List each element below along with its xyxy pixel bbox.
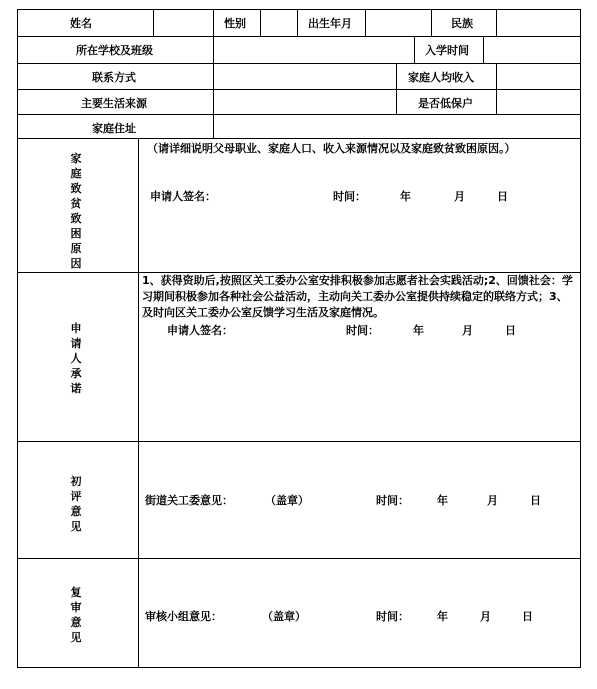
rule [17, 558, 581, 559]
name-field[interactable] [154, 10, 212, 35]
review-seal-label: （盖章） [262, 610, 306, 623]
initial-month-label: 月 [487, 494, 498, 507]
contact-field[interactable] [214, 64, 395, 88]
review-opinion-label: 审核小组意见： [145, 610, 222, 623]
rule [17, 9, 18, 668]
promise-time-label: 时间： [346, 324, 379, 337]
applicant-promise-label: 申请人承诺 [70, 322, 82, 395]
school-field[interactable] [214, 37, 413, 62]
ethnicity-field[interactable] [497, 10, 579, 35]
rule [213, 9, 214, 37]
rule [17, 667, 581, 668]
poverty-year-label: 年 [400, 190, 411, 203]
initial-review-label: 初评意见 [70, 475, 82, 533]
birth-label: 出生年月 [308, 17, 352, 30]
review-time-label: 时间： [376, 610, 409, 623]
gender-label: 性别 [224, 17, 246, 30]
school-label: 所在学校及班级 [76, 44, 153, 57]
poverty-month-label: 月 [454, 190, 465, 203]
poverty-reason-label: 家庭致贫致困原因 [70, 152, 82, 270]
income-field[interactable] [497, 64, 579, 88]
rule [414, 36, 415, 64]
promise-sign-label: 申请人签名： [167, 324, 233, 337]
contact-label: 联系方式 [92, 71, 136, 84]
address-label: 家庭住址 [92, 122, 136, 135]
initial-time-label: 时间： [376, 494, 409, 507]
initial-opinion-label: 街道关工委意见： [145, 494, 233, 507]
poverty-instruction: （请详细说明父母职业、家庭人口、收入来源情况以及家庭致贫致困原因。） [147, 142, 516, 155]
low-income-field[interactable] [497, 90, 579, 113]
income-label: 家庭人均收入 [408, 71, 474, 84]
rule [431, 9, 432, 37]
rule [580, 9, 581, 668]
poverty-sign-label: 申请人签名： [150, 190, 216, 203]
gender-field[interactable] [261, 10, 296, 35]
promise-year-label: 年 [413, 324, 424, 337]
promise-month-label: 月 [462, 324, 473, 337]
source-field[interactable] [214, 90, 395, 113]
low-income-label: 是否低保户 [418, 97, 473, 110]
promise-day-label: 日 [505, 324, 516, 337]
poverty-time-label: 时间： [333, 190, 366, 203]
birth-field[interactable] [366, 10, 430, 35]
source-label: 主要生活来源 [81, 97, 147, 110]
rule [17, 138, 581, 139]
final-review-label: 复审意见 [70, 586, 82, 644]
initial-day-label: 日 [530, 494, 541, 507]
rule [297, 9, 298, 37]
review-year-label: 年 [437, 610, 448, 623]
rule [17, 441, 581, 442]
promise-text: 1、获得资助后,按照区关工委办公室安排积极参加志愿者社会实践活动;2、回馈社会：学习期间积极参加各种社会公益活动，主动向关工委办公室提供持续稳定的联络方式；3、及时向区关工委办公室反馈学习生活及家庭情况。 [142, 274, 573, 319]
name-label: 姓名 [70, 17, 92, 30]
initial-seal-label: （盖章） [265, 494, 309, 507]
rule [396, 63, 397, 115]
poverty-reason-field[interactable] [140, 160, 578, 180]
address-field[interactable] [214, 115, 579, 137]
rule [138, 138, 139, 668]
enroll-label: 入学时间 [425, 44, 469, 57]
initial-year-label: 年 [437, 494, 448, 507]
poverty-day-label: 日 [497, 190, 508, 203]
review-day-label: 日 [522, 610, 533, 623]
review-month-label: 月 [480, 610, 491, 623]
enroll-field[interactable] [484, 37, 579, 62]
ethnicity-label: 民族 [451, 17, 473, 30]
